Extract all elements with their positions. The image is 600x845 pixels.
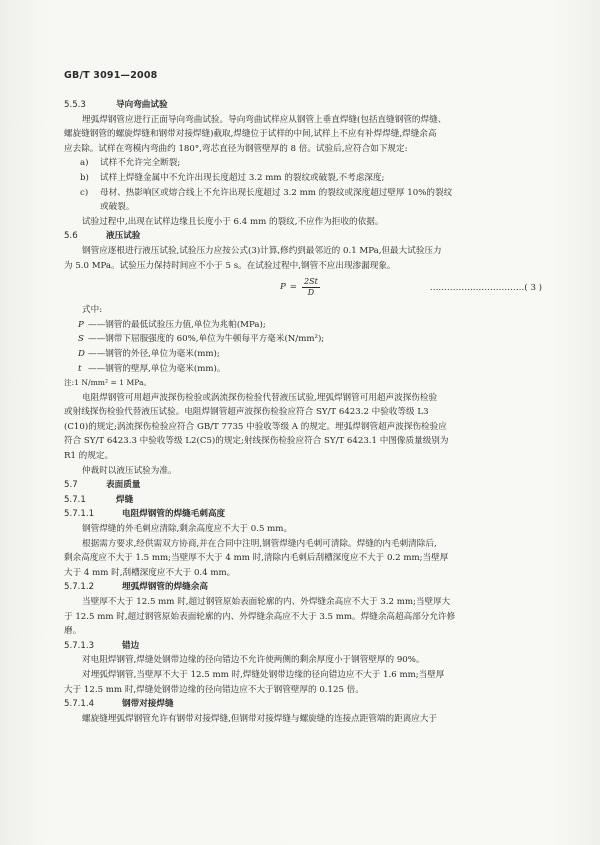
section-heading (64, 507, 542, 522)
variable-symbol: t (78, 363, 82, 374)
section-heading (64, 98, 542, 113)
section-number: 5.6 (64, 231, 78, 242)
text-line: 应去除。试样在弯模内弯曲约 180°,弯芯直径为钢管壁厚的 8 倍。试验后,应符合如下规定: (64, 143, 408, 154)
list-item (64, 186, 542, 201)
section-title: 导向弯曲试验 (116, 100, 168, 110)
list-item-text: 母材、热影响区或熔合线上不允许出现长度超过 3.2 mm 的裂纹或深度超过壁厚 10%的裂纹 (100, 187, 453, 198)
text-line: 仲裁时以液压试验为准。 (82, 465, 177, 476)
list-marker: b) (80, 172, 89, 183)
variable-definition (64, 318, 542, 333)
section-heading (64, 229, 542, 244)
formula-fraction (302, 277, 320, 298)
list-item-text: 试样上焊缝金属中不允许出现长度超过 3.2 mm 的裂纹或破裂,不考虑深度; (100, 172, 385, 183)
text-line: 注:1 N/mm² = 1 MPa。 (64, 378, 152, 388)
variable-symbol: D (78, 348, 85, 359)
list-marker: c) (80, 187, 89, 198)
text-line: 螺旋缝钢管的螺旋焊缝和钢带对接焊缝)截取,焊缝位于试样的中间,试样上不应有补焊焊缝,焊缝余高 (64, 129, 437, 140)
variable-description: ——钢管的壁厚,单位为毫米(mm)。 (88, 363, 226, 374)
text-line: 大于 4 mm 时,刮槽深度应不大于 0.4 mm。 (64, 567, 236, 578)
section-title: 错边 (122, 640, 140, 651)
section-heading (64, 493, 542, 508)
section-heading (64, 580, 542, 595)
text-line: (C10)的规定;涡流探伤检验应符合 GB/T 7735 中验收等级 A 的规定。埋弧焊钢管超声波探伤检验应 (64, 421, 447, 432)
section-title: 埋弧焊钢管的焊缝余高 (122, 582, 208, 593)
text-line: 于 12.5 mm 时,超过钢管原始表面轮廓的内、外焊缝余高应不大于 3.5 mm。焊缝余高超高部分允许修 (64, 611, 456, 622)
text-line: 式中: (82, 305, 103, 316)
text-line: 为 5.0 MPa。试验压力保持时间应不小于 5 s。在试验过程中,钢管不应出现渗漏现象。 (64, 260, 396, 271)
document-body (64, 98, 542, 726)
text-line: 或破裂。 (100, 202, 135, 213)
section-number: 5.7.1.4 (64, 699, 95, 710)
text-line: 钢管焊缝的外毛刺应清除,剩余高度应不大于 0.5 mm。 (82, 524, 293, 535)
text-line: 或射线探伤检验代替液压试验。电阻焊钢管超声波探伤检验应符合 SY/T 6423.2 中验收等级 L3 (64, 407, 429, 418)
section-heading (64, 478, 542, 493)
section-title: 焊缝 (116, 494, 134, 505)
formula-numerator: 2St (304, 277, 318, 287)
text-line: 电阻焊钢管可用超声波探伤检验或涡流探伤检验代替液压试验,埋弧焊钢管可用超声波探伤检验 (82, 392, 438, 403)
list-item (64, 171, 542, 186)
section-number: 5.7 (64, 480, 78, 491)
variable-description: ——钢带下屈服强度的 60%,单位为牛顿每平方毫米(N/mm²); (88, 334, 325, 345)
variable-definition (64, 332, 542, 347)
formula-3 (64, 273, 542, 303)
variable-definition (64, 347, 542, 362)
text-line: 符合 SY/T 6423.3 中验收等级 L2(C5)的规定;射线探伤检验应符合 SY/T 6423.1 中图像质量级别为 (64, 436, 449, 447)
section-title: 电阻焊钢管的焊缝毛刺高度 (122, 509, 226, 520)
variable-symbol: S (78, 334, 84, 345)
list-item-text: 试样不允许完全断裂; (100, 158, 181, 169)
formula-reference: ……………………………( 3 ) (429, 283, 542, 294)
text-line: 对埋弧焊钢管,当壁厚不大于 12.5 mm 时,焊缝处钢带边缘的径向错边应不大于 1.6 mm;当壁厚 (82, 669, 445, 680)
text-line: 当壁厚不大于 12.5 mm 时,超过钢管原始表面轮廓的内、外焊缝余高应不大于 3.2 mm;当壁厚大 (82, 597, 451, 607)
text-line: 剩余高度应不大于 1.5 mm;当壁厚不大于 4 mm 时,清除内毛刺后刮槽深度应不大于 0.2 mm;当壁厚 (64, 553, 449, 564)
section-number: 5.7.1.2 (64, 582, 95, 593)
text-line: 埋弧焊钢管应进行正面导向弯曲试验。导向弯曲试样应从钢管上垂直焊缝(包括直缝钢管的焊缝、 (82, 114, 447, 125)
text-line: 磨。 (64, 626, 82, 637)
formula-equals: = (289, 282, 297, 293)
formula-expression (280, 277, 320, 298)
text-line: R1 的规定。 (64, 451, 114, 462)
variable-definition (64, 362, 542, 377)
formula-lhs: P (280, 282, 286, 293)
section-title: 液压试验 (106, 231, 141, 242)
variable-description: ——钢管的最低试验压力值,单位为兆帕(MPa); (88, 319, 266, 330)
section-number: 5.5.3 (64, 100, 86, 110)
list-item (64, 156, 542, 171)
formula-denominator: D (307, 288, 315, 298)
section-number: 5.7.1.3 (64, 640, 95, 651)
section-heading (64, 639, 542, 654)
variable-symbol: P (78, 319, 84, 330)
section-number: 5.7.1.1 (64, 509, 95, 520)
list-marker: a) (80, 158, 89, 169)
section-heading (64, 697, 542, 712)
variable-description: ——钢管的外径,单位为毫米(mm); (88, 348, 220, 359)
text-line: 试验过程中,出现在试样边缘且长度小于 6.4 mm 的裂纹,不应作为拒收的依据。 (82, 216, 384, 227)
page-header: GB/T 3091—2008 (64, 70, 158, 81)
text-line: 对电阻焊钢管,焊缝处钢带边缘的径向错边不允许使两侧的剩余厚度小于钢管壁厚的 90%。 (82, 655, 425, 666)
section-title: 表面质量 (106, 480, 141, 491)
text-line: 根据需方要求,经供需双方协商,并在合同中注明,钢管焊缝内毛刺可清除。焊缝的内毛刺清除后, (82, 538, 437, 549)
text-line: 钢管应逐根进行液压试验,试验压力应按公式(3)计算,修约到最邻近的 0.1 MPa,但最大试验压力 (82, 245, 442, 256)
text-line: 螺旋缝埋弧焊钢管允许有钢带对接焊缝,但钢带对接焊缝与螺旋缝的连接点距管端的距离应大于 (82, 713, 438, 724)
text-line: 大于 12.5 mm 时,焊缝处钢带边缘的径向错边应不大于钢管壁厚的 0.125 倍。 (64, 684, 364, 695)
section-title: 钢带对接焊缝 (122, 699, 174, 710)
section-number: 5.7.1 (64, 494, 86, 505)
